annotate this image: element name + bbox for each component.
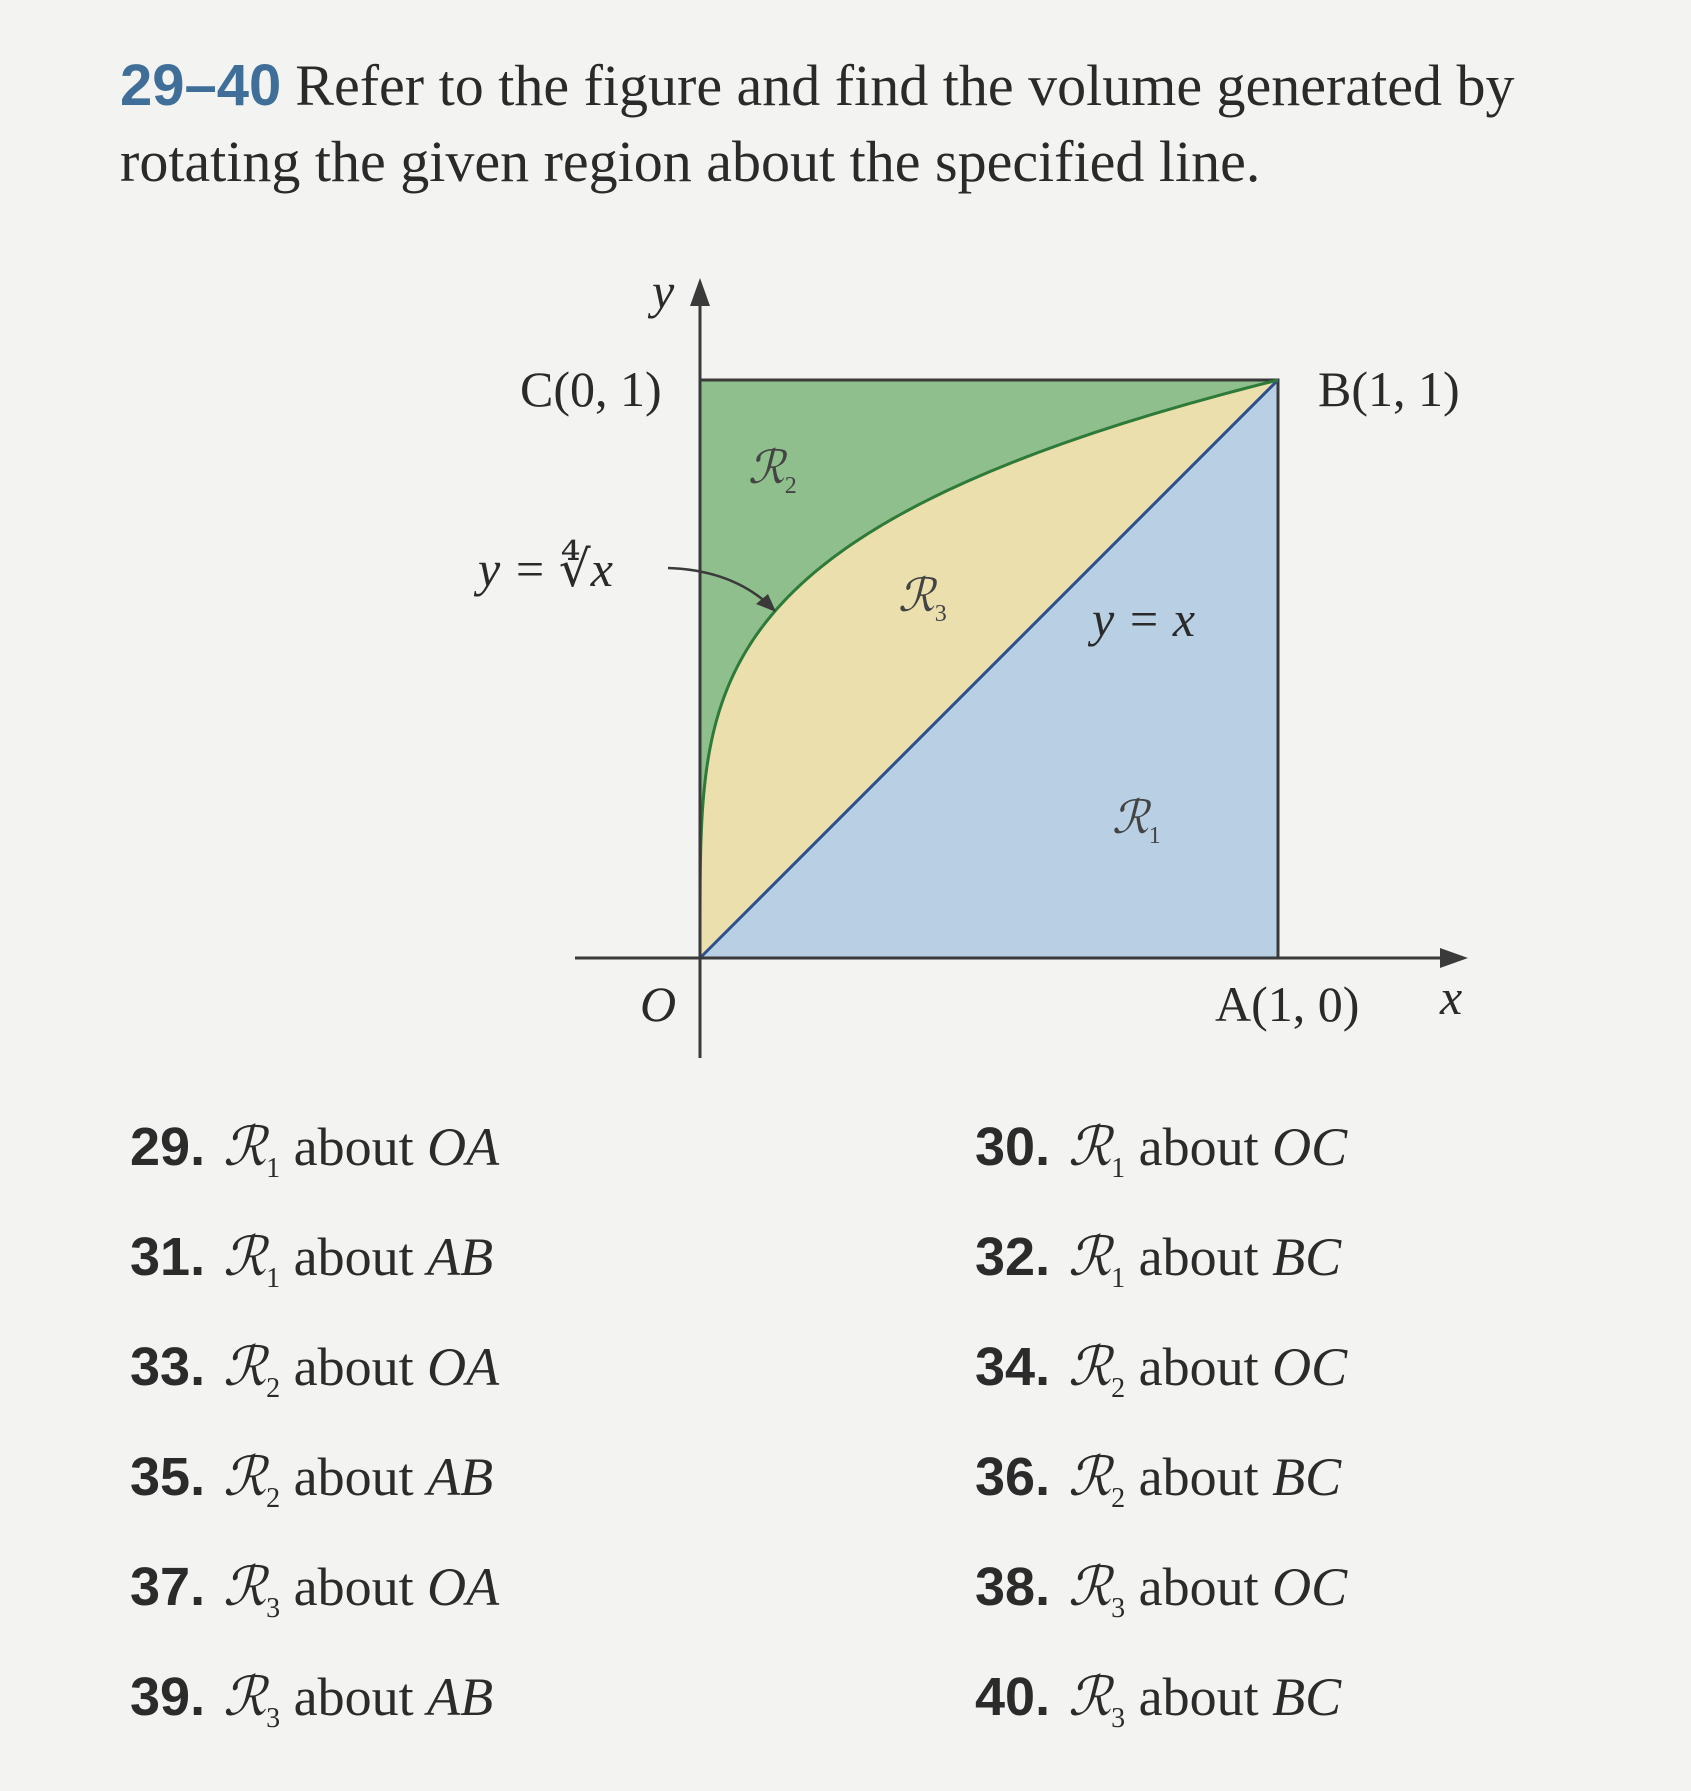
x-axis-arrow [1440, 948, 1468, 968]
origin-label: O [640, 976, 677, 1032]
exercise-30: 30. ℛ$_1$ about OC [975, 1117, 1348, 1184]
x-axis-label: x [1440, 969, 1463, 1025]
exercise-36: 36. ℛ$_2$ about BC [975, 1447, 1342, 1514]
exercise-31: 31. ℛ$_1$ about AB [130, 1227, 494, 1294]
region-r2-label: ℛ$_2$ [748, 442, 797, 500]
exercise-32: 32. ℛ$_1$ about BC [975, 1227, 1342, 1294]
problem-instruction: Refer to the figure and find the volume generated by rotating the given region about the specified line. [120, 53, 1515, 194]
point-b-label: B(1, 1) [1318, 361, 1460, 417]
exercise-40: 40. ℛ$_3$ about BC [975, 1667, 1342, 1734]
exercise-35: 35. ℛ$_2$ about AB [130, 1447, 494, 1514]
region-r3-label: ℛ$_3$ [898, 570, 947, 628]
point-c-label: C(0, 1) [520, 361, 662, 417]
y-axis-label: y [652, 263, 675, 319]
exercise-33: 33. ℛ$_2$ about OA [130, 1337, 500, 1404]
exercise-38: 38. ℛ$_3$ about OC [975, 1557, 1348, 1624]
exercise-37: 37. ℛ$_3$ about OA [130, 1557, 500, 1624]
exercise-29: 29. ℛ$_1$ about OA [130, 1117, 500, 1184]
curve-label: y = ∜x [478, 541, 613, 597]
exercise-34: 34. ℛ$_2$ about OC [975, 1337, 1348, 1404]
point-a-label: A(1, 0) [1215, 976, 1360, 1032]
y-axis-arrow [690, 278, 710, 306]
exercise-39: 39. ℛ$_3$ about AB [130, 1667, 494, 1734]
problem-range: 29–40 [120, 53, 282, 118]
line-label: y = x [1092, 591, 1196, 647]
region-r1-label: ℛ$_1$ [1112, 792, 1161, 850]
